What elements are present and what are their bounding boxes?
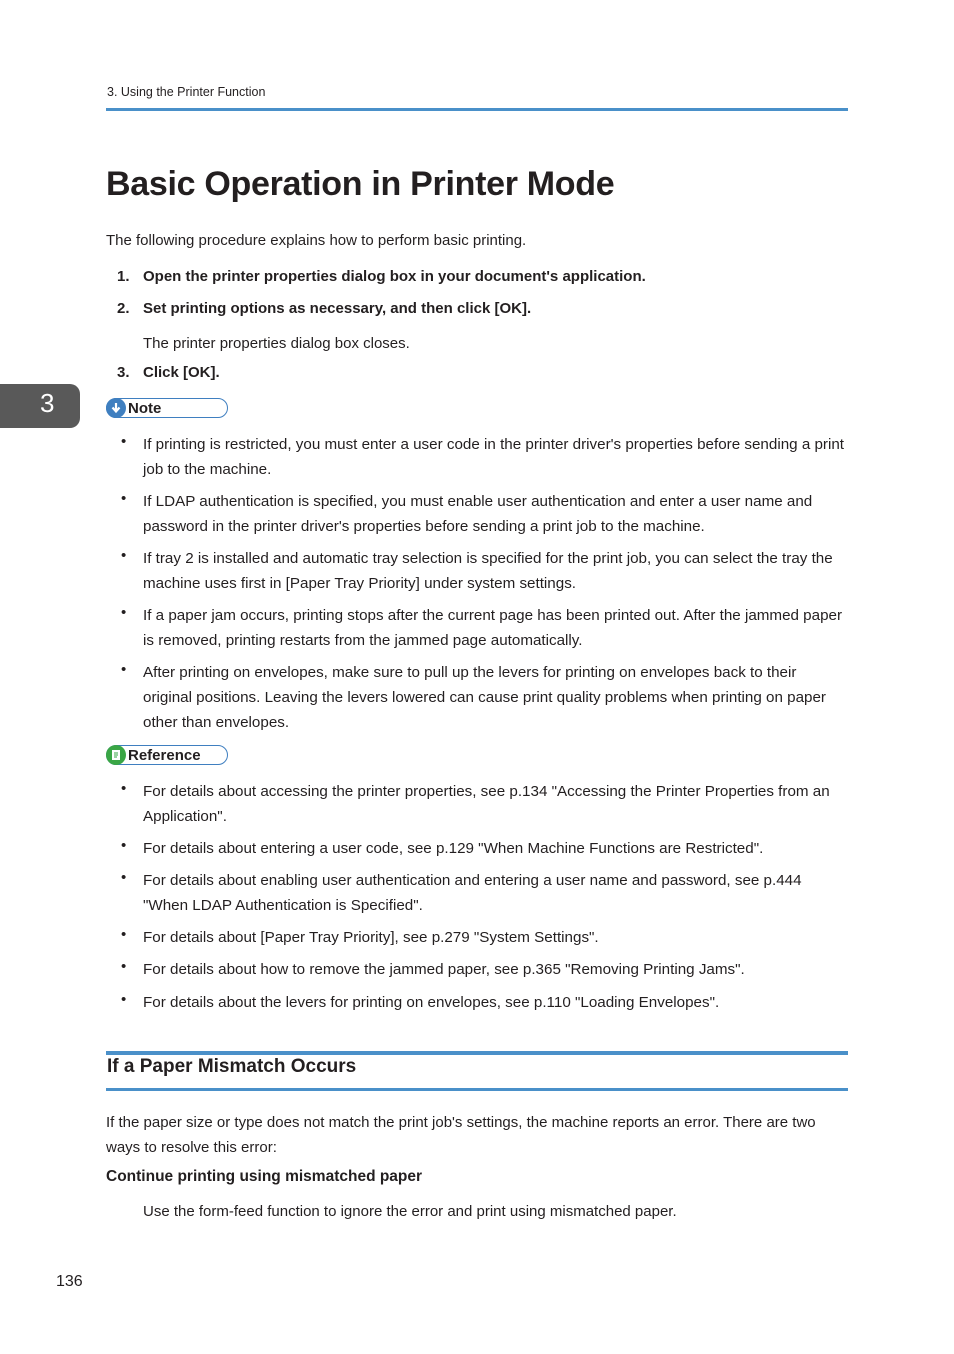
chapter-tab-number: 3 (40, 388, 55, 418)
reference-label: Reference (128, 746, 201, 764)
note-item: If a paper jam occurs, printing stops after the current page has been printed out. After the jammed paper is removed, printing restarts from the jammed page automatically. (143, 607, 843, 649)
bullet-icon: • (121, 780, 127, 797)
reference-item: For details about how to remove the jammed paper, see p.365 "Removing Printing Jams". (143, 961, 745, 978)
step-text: Open the printer properties dialog box in your document's application. (143, 268, 646, 285)
note-label-box (106, 398, 228, 418)
step-number: 2. (117, 300, 130, 317)
reference-item: For details about entering a user code, see p.129 "When Machine Functions are Restricted". (143, 840, 764, 857)
page-title: Basic Operation in Printer Mode (106, 165, 615, 203)
note-item: If printing is restricted, you must enter a user code in the printer driver's properties before sending a print job to the machine. (143, 436, 845, 478)
section-title: If a Paper Mismatch Occurs (107, 1056, 357, 1077)
section-subheading: Continue printing using mismatched paper (106, 1168, 423, 1185)
bullet-icon: • (121, 837, 127, 854)
bullet-icon: • (121, 490, 127, 507)
section-subtext: Use the form-feed function to ignore the error and print using mismatched paper. (143, 1203, 677, 1220)
bullet-icon: • (121, 604, 127, 621)
step-number: 3. (117, 364, 130, 381)
bullet-icon: • (121, 869, 127, 886)
running-header: 3. Using the Printer Function (107, 85, 266, 99)
header-rule (106, 108, 848, 111)
section-intro: If the paper size or type does not match the print job's settings, the machine reports an error. There are two ways to resolve this error: (106, 1114, 816, 1156)
reference-label-box (106, 745, 228, 765)
bullet-icon: • (121, 926, 127, 943)
bullet-icon: • (121, 958, 127, 975)
step-text: Click [OK]. (143, 364, 220, 381)
bullet-icon: • (121, 547, 127, 564)
reference-icon (106, 745, 126, 765)
bullet-icon: • (121, 991, 127, 1008)
reference-item: For details about accessing the printer properties, see p.134 "Accessing the Printer Properties from an Application". (143, 783, 830, 825)
note-item: After printing on envelopes, make sure to pull up the levers for printing on envelopes back to their original positions. Leaving the levers lowered can cause print quality problems when printing on paper other than envelopes. (143, 664, 826, 731)
step-number: 1. (117, 268, 130, 285)
intro-text: The following procedure explains how to perform basic printing. (106, 232, 527, 249)
note-label: Note (128, 399, 162, 417)
note-icon (106, 398, 126, 418)
note-item: If tray 2 is installed and automatic tray selection is specified for the print job, you can select the tray the machine uses first in [Paper Tray Priority] under system settings. (143, 550, 833, 592)
bullet-icon: • (121, 433, 127, 450)
reference-item: For details about [Paper Tray Priority], see p.279 "System Settings". (143, 929, 599, 946)
reference-item: For details about the levers for printing on envelopes, see p.110 "Loading Envelopes". (143, 994, 720, 1011)
bullet-icon: • (121, 661, 127, 678)
page-number: 136 (56, 1273, 83, 1290)
reference-item: For details about enabling user authentication and entering a user name and password, see p.444 "When LDAP Authentication is Specified". (143, 872, 802, 914)
note-item: If LDAP authentication is specified, you must enable user authentication and enter a user name and password in the printer driver's properties before sending a print job to the machine. (143, 493, 813, 535)
step-text: Set printing options as necessary, and then click [OK]. (143, 300, 532, 317)
step-result-text: The printer properties dialog box closes. (143, 335, 410, 352)
